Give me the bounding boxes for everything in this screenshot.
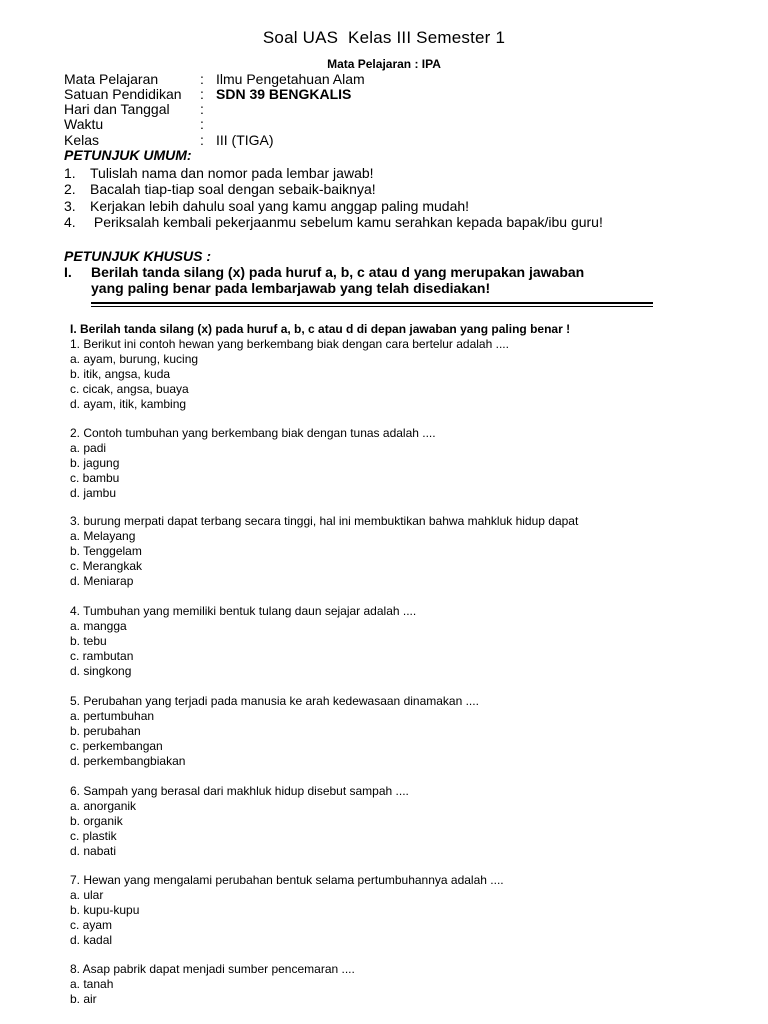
instruction-number: 4.	[64, 214, 76, 230]
petunjuk-khusus-text	[91, 264, 651, 296]
instruction-number: 1.	[64, 165, 76, 181]
info-colon: :	[200, 132, 204, 148]
answer-option: b. air	[70, 992, 97, 1006]
answer-option: d. kadal	[70, 933, 113, 947]
subject-subtitle: Mata Pelajaran : IPA	[327, 57, 441, 71]
answer-option: b. itik, angsa, kuda	[70, 367, 171, 381]
answer-option: d. ayam, itik, kambing	[70, 397, 187, 411]
answer-option: c. perkembangan	[70, 739, 163, 753]
petunjuk-umum-heading: PETUNJUK UMUM:	[64, 147, 192, 163]
answer-option: c. plastik	[70, 829, 117, 843]
roman-numeral: I.	[64, 264, 72, 280]
instruction-text: Periksalah kembali pekerjaanmu sebelum kamu serahkan kepada bapak/ibu guru!	[90, 214, 603, 230]
answer-option: a. Melayang	[70, 529, 136, 543]
question-5	[70, 694, 479, 769]
answer-option: a. padi	[70, 441, 107, 455]
section-heading: I. Berilah tanda silang (x) pada huruf a, b, c atau d di depan jawaban yang paling benar !	[70, 322, 571, 336]
page-title: Soal UAS Kelas III Semester 1	[262, 28, 506, 47]
question-8	[70, 962, 355, 1007]
answer-option: a. pertumbuhan	[70, 709, 155, 723]
petunjuk-khusus-heading: PETUNJUK KHUSUS :	[64, 248, 212, 264]
answer-option: b. jagung	[70, 456, 120, 470]
instruction-number: 3.	[64, 198, 76, 214]
answer-option: b. organik	[70, 814, 123, 828]
question-2	[70, 426, 436, 501]
instruction-text: Tulislah nama dan nomor pada lembar jawab!	[90, 165, 374, 181]
answer-option: c. cicak, angsa, buaya	[70, 382, 189, 396]
answer-option: d. singkong	[70, 664, 132, 678]
instruction-item	[64, 214, 603, 230]
answer-option: b. tebu	[70, 634, 107, 648]
info-value: SDN 39 BENGKALIS	[216, 86, 352, 102]
info-label: Waktu	[64, 116, 104, 132]
answer-option: a. tanah	[70, 977, 114, 991]
answer-option: c. rambutan	[70, 649, 134, 663]
question-text: 7. Hewan yang mengalami perubahan bentuk selama pertumbuhannya adalah ....	[70, 873, 504, 887]
answer-option: c. Merangkak	[70, 559, 143, 573]
instruction-text: Kerjakan lebih dahulu soal yang kamu anggap paling mudah!	[90, 198, 470, 214]
question-7	[70, 873, 504, 948]
question-text: 5. Perubahan yang terjadi pada manusia ke arah kedewasaan dinamakan ....	[70, 694, 479, 708]
answer-option: d. jambu	[70, 486, 117, 500]
divider-rule	[91, 306, 653, 307]
answer-option: b. kupu-kupu	[70, 903, 140, 917]
answer-option: b. perubahan	[70, 724, 141, 738]
petunjuk-khusus-line: yang paling benar pada lembarjawab yang telah disediakan!	[91, 280, 491, 296]
info-label: Satuan Pendidikan	[64, 86, 182, 102]
instruction-item	[64, 165, 374, 181]
question-text: 6. Sampah yang berasal dari makhluk hidup disebut sampah ....	[70, 784, 409, 798]
question-text: 3. burung merpati dapat terbang secara tinggi, hal ini membuktikan bahwa mahkluk hidup dapat	[70, 514, 579, 528]
info-colon: :	[200, 101, 204, 117]
answer-option: d. nabati	[70, 844, 117, 858]
answer-option: a. ular	[70, 888, 104, 902]
info-colon: :	[200, 71, 204, 87]
instruction-text: Bacalah tiap-tiap soal dengan sebaik-baiknya!	[90, 181, 376, 197]
answer-option: d. perkembangbiakan	[70, 754, 186, 768]
info-colon: :	[200, 86, 204, 102]
question-1	[70, 337, 509, 412]
info-label: Kelas	[64, 132, 100, 148]
question-3	[70, 514, 578, 589]
petunjuk-khusus-line: Berilah tanda silang (x) pada huruf a, b, c atau d yang merupakan jawaban	[91, 264, 585, 280]
answer-option: a. anorganik	[70, 799, 137, 813]
instruction-number: 2.	[64, 181, 76, 197]
info-colon: :	[200, 116, 204, 132]
answer-option: d. Meniarap	[70, 574, 134, 588]
info-value: III (TIGA)	[216, 132, 274, 148]
question-text: 8. Asap pabrik dapat menjadi sumber pencemaran ....	[70, 962, 355, 976]
answer-option: c. bambu	[70, 471, 120, 485]
info-label: Mata Pelajaran	[64, 71, 159, 87]
divider-rule	[91, 302, 653, 304]
answer-option: a. ayam, burung, kucing	[70, 352, 199, 366]
instruction-item	[64, 181, 376, 197]
question-text: 4. Tumbuhan yang memiliki bentuk tulang daun sejajar adalah ....	[70, 604, 417, 618]
question-4	[70, 604, 416, 679]
instruction-item	[64, 198, 469, 214]
answer-option: c. ayam	[70, 918, 113, 932]
question-text: 1. Berikut ini contoh hewan yang berkembang biak dengan cara bertelur adalah ....	[70, 337, 509, 351]
question-text: 2. Contoh tumbuhan yang berkembang biak dengan tunas adalah ....	[70, 426, 436, 440]
question-6	[70, 784, 409, 859]
answer-option: b. Tenggelam	[70, 544, 142, 558]
answer-option: a. mangga	[70, 619, 127, 633]
info-label: Hari dan Tanggal	[64, 101, 170, 117]
info-value: Ilmu Pengetahuan Alam	[216, 71, 365, 87]
